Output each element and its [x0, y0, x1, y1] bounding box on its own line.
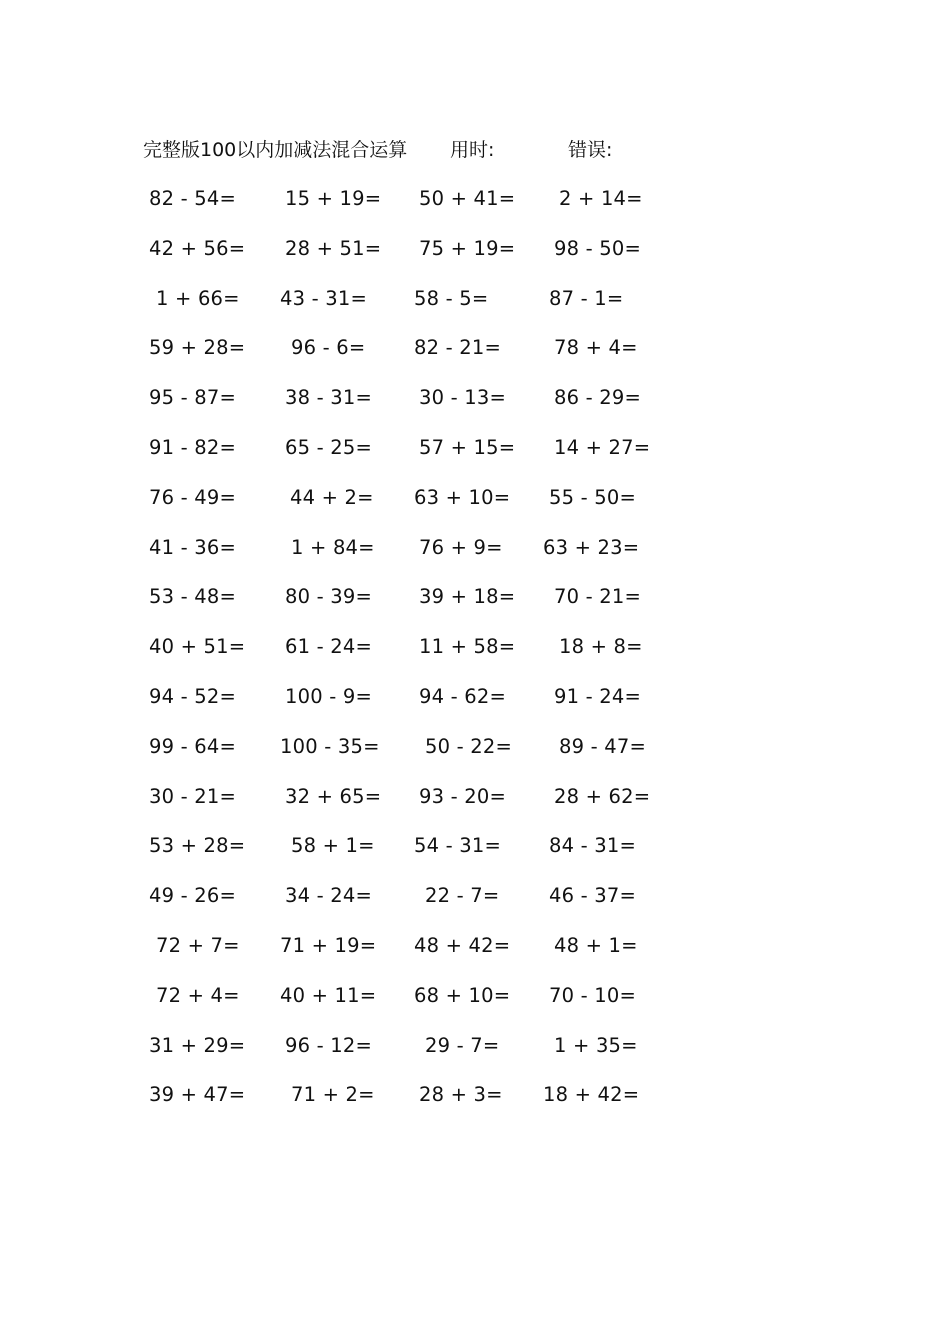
arithmetic-problem: 53 + 28=	[149, 834, 246, 858]
problem-row	[0, 631, 950, 681]
arithmetic-problem: 44 + 2=	[290, 485, 374, 509]
problem-row	[0, 930, 950, 980]
arithmetic-problem: 50 + 41=	[419, 187, 516, 210]
arithmetic-problem: 94 - 52=	[149, 684, 236, 708]
arithmetic-problem: 48 + 42=	[414, 933, 511, 957]
arithmetic-problem: 96 - 12=	[285, 1033, 372, 1057]
arithmetic-problem: 82 - 21=	[414, 336, 501, 360]
arithmetic-problem: 41 - 36=	[149, 535, 236, 559]
problem-row	[0, 532, 950, 582]
arithmetic-problem: 39 + 18=	[419, 585, 516, 609]
arithmetic-problem: 98 - 50=	[554, 236, 641, 260]
arithmetic-problem: 50 - 22=	[425, 734, 512, 758]
arithmetic-problem: 40 + 51=	[149, 635, 246, 659]
arithmetic-problem: 70 - 21=	[554, 585, 641, 609]
arithmetic-problem: 15 + 19=	[285, 187, 382, 210]
arithmetic-problem: 32 + 65=	[285, 784, 382, 808]
arithmetic-problem: 78 + 4=	[554, 336, 638, 360]
arithmetic-problem: 72 + 4=	[156, 983, 240, 1007]
arithmetic-problem: 11 + 58=	[419, 635, 516, 659]
error-label: 错误:	[568, 139, 613, 161]
problem-row	[0, 482, 950, 532]
arithmetic-problem: 29 - 7=	[425, 1033, 500, 1057]
arithmetic-problem: 82 - 54=	[149, 187, 236, 210]
arithmetic-problem: 31 + 29=	[149, 1033, 246, 1057]
problem-row	[0, 731, 950, 781]
arithmetic-problem: 1 + 84=	[291, 535, 375, 559]
time-label: 用时:	[450, 139, 495, 161]
arithmetic-problem: 100 - 9=	[285, 684, 372, 708]
arithmetic-problem: 63 + 10=	[414, 485, 511, 509]
arithmetic-problem: 91 - 82=	[149, 435, 236, 459]
arithmetic-problem: 14 + 27=	[554, 435, 651, 459]
problem-row	[0, 233, 950, 283]
arithmetic-problem: 49 - 26=	[149, 884, 236, 908]
problem-row	[0, 1030, 950, 1080]
arithmetic-problem: 1 + 35=	[554, 1033, 638, 1057]
problem-row	[0, 1079, 950, 1129]
arithmetic-problem: 84 - 31=	[549, 834, 636, 858]
arithmetic-problem: 89 - 47=	[559, 734, 646, 758]
arithmetic-problem: 57 + 15=	[419, 435, 516, 459]
arithmetic-problem: 94 - 62=	[419, 684, 506, 708]
arithmetic-problem: 93 - 20=	[419, 784, 506, 808]
arithmetic-problem: 80 - 39=	[285, 585, 372, 609]
problem-row	[0, 781, 950, 831]
arithmetic-problem: 48 + 1=	[554, 933, 638, 957]
arithmetic-problem: 2 + 14=	[559, 187, 643, 210]
problem-row	[0, 332, 950, 382]
arithmetic-problem: 38 - 31=	[285, 386, 372, 410]
arithmetic-problem: 30 - 13=	[419, 386, 506, 410]
worksheet-title: 完整版100以内加减法混合运算	[143, 139, 408, 161]
arithmetic-problem: 46 - 37=	[549, 884, 636, 908]
arithmetic-problem: 18 + 8=	[559, 635, 643, 659]
problem-row	[0, 382, 950, 432]
arithmetic-problem: 55 - 50=	[549, 485, 636, 509]
arithmetic-problem: 59 + 28=	[149, 336, 246, 360]
problem-row	[0, 283, 950, 333]
arithmetic-problem: 100 - 35=	[280, 734, 380, 758]
arithmetic-problem: 28 + 51=	[285, 236, 382, 260]
arithmetic-problem: 76 + 9=	[419, 535, 503, 559]
arithmetic-problem: 87 - 1=	[549, 286, 624, 310]
arithmetic-problem: 91 - 24=	[554, 684, 641, 708]
arithmetic-problem: 61 - 24=	[285, 635, 372, 659]
arithmetic-problem: 96 - 6=	[291, 336, 366, 360]
arithmetic-problem: 65 - 25=	[285, 435, 372, 459]
arithmetic-problem: 54 - 31=	[414, 834, 501, 858]
problem-row	[0, 681, 950, 731]
arithmetic-problem: 22 - 7=	[425, 884, 500, 908]
problem-row	[0, 432, 950, 482]
problem-row	[0, 830, 950, 880]
arithmetic-problem: 18 + 42=	[543, 1083, 640, 1107]
arithmetic-problem: 71 + 19=	[280, 933, 377, 957]
problem-row	[0, 183, 950, 233]
arithmetic-problem: 39 + 47=	[149, 1083, 246, 1107]
arithmetic-problem: 99 - 64=	[149, 734, 236, 758]
problem-row	[0, 980, 950, 1030]
arithmetic-problem: 1 + 66=	[156, 286, 240, 310]
arithmetic-problem: 71 + 2=	[291, 1083, 375, 1107]
arithmetic-problem: 43 - 31=	[280, 286, 367, 310]
arithmetic-problem: 58 + 1=	[291, 834, 375, 858]
arithmetic-problem: 63 + 23=	[543, 535, 640, 559]
arithmetic-problem: 53 - 48=	[149, 585, 236, 609]
arithmetic-problem: 72 + 7=	[156, 933, 240, 957]
arithmetic-problem: 58 - 5=	[414, 286, 489, 310]
arithmetic-problem: 28 + 3=	[419, 1083, 503, 1107]
arithmetic-problem: 68 + 10=	[414, 983, 511, 1007]
arithmetic-problem: 42 + 56=	[149, 236, 246, 260]
problem-row	[0, 880, 950, 930]
arithmetic-problem: 76 - 49=	[149, 485, 236, 509]
problem-grid	[0, 183, 950, 1129]
arithmetic-problem: 34 - 24=	[285, 884, 372, 908]
arithmetic-problem: 95 - 87=	[149, 386, 236, 410]
problem-row	[0, 581, 950, 631]
arithmetic-problem: 86 - 29=	[554, 386, 641, 410]
arithmetic-problem: 40 + 11=	[280, 983, 377, 1007]
arithmetic-problem: 75 + 19=	[419, 236, 516, 260]
arithmetic-problem: 70 - 10=	[549, 983, 636, 1007]
arithmetic-problem: 30 - 21=	[149, 784, 236, 808]
arithmetic-problem: 28 + 62=	[554, 784, 651, 808]
